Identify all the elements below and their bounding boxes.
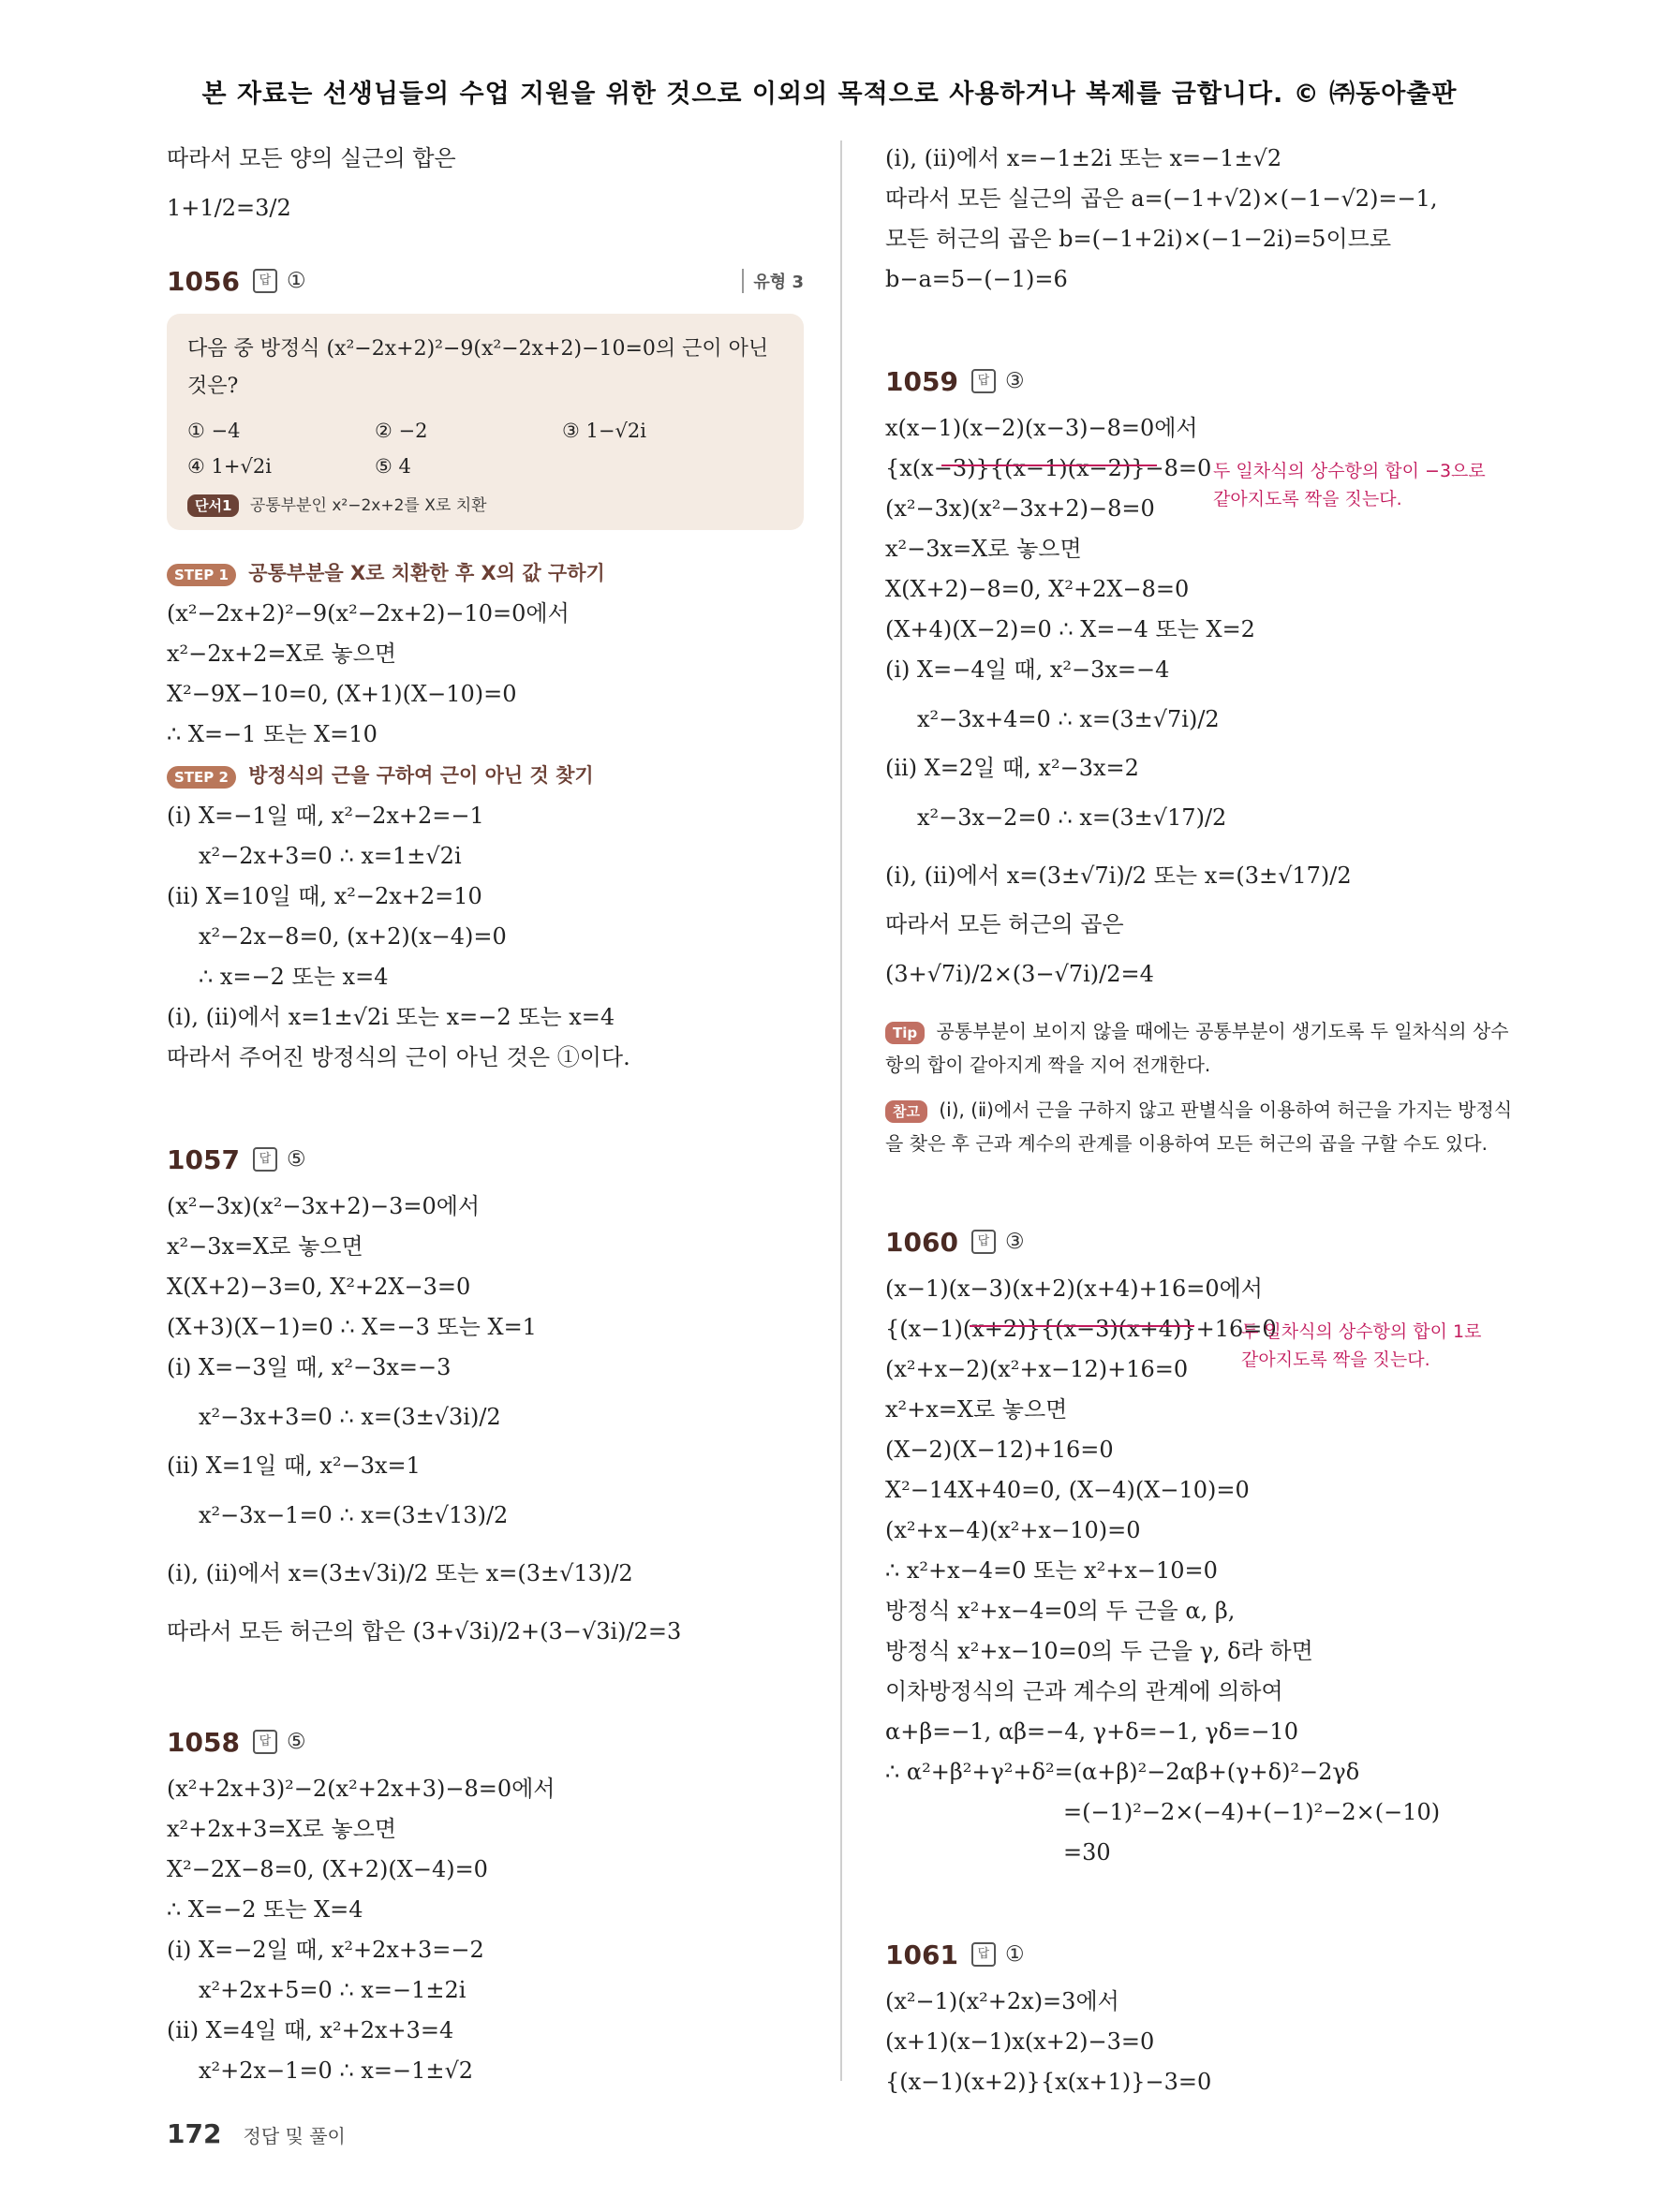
answer-icon: 답: [971, 1942, 996, 1967]
text-line: (ⅰ) X=−3일 때, x²−3x=−3: [167, 1354, 452, 1380]
tip-text: 공통부분이 보이지 않을 때에는 공통부분이 생기도록 두 일차식의 상수항의 합이 같아지게 짝을 지어 전개한다.: [885, 1020, 1509, 1076]
answer-value: ①: [286, 269, 306, 293]
text-line: 따라서 모든 허근의 합은 (3+√3i)/2+(3−√3i)/2=3: [167, 1618, 682, 1644]
text-line: (ⅱ) X=2일 때, x²−3x=2: [885, 755, 1139, 781]
text-line: (ⅱ) X=4일 때, x²+2x+3=4: [167, 2017, 454, 2043]
text-line: x²−3x=X로 놓으면: [885, 536, 1082, 562]
text-line: (ⅰ), (ⅱ)에서 x=(3±√3i)/2 또는 x=(3±√13)/2: [167, 1560, 633, 1586]
text-line: x²+x=X로 놓으면: [885, 1396, 1068, 1423]
text-line: =(−1)²−2×(−4)+(−1)²−2×(−10): [1063, 1799, 1441, 1825]
text-line: (x²−1)(x²+2x)=3에서: [885, 1988, 1119, 2014]
annotation-line: 두 일차식의 상수항의 합이 1로: [1241, 1321, 1482, 1342]
step-1: [167, 553, 804, 594]
text-line: ∴ X=−2 또는 X=4: [167, 1896, 363, 1923]
text-line: x²−3x−2=0 ∴ x=(3±√17)/2: [917, 804, 1227, 831]
reference-note: [885, 1093, 1522, 1160]
step-chip: STEP 1: [167, 564, 236, 586]
answer-options: [187, 413, 783, 484]
text-line: 방정식 x²+x−4=0의 두 근을 α, β,: [885, 1598, 1236, 1624]
answer-icon: 답: [971, 1230, 996, 1254]
text-line: x²−2x+3=0 ∴ x=1±√2i: [199, 843, 462, 869]
text-line: ∴ X=−1 또는 X=10: [167, 721, 378, 747]
text-line: ∴ x²+x−4=0 또는 x²+x−10=0: [885, 1557, 1218, 1584]
text-line: (ⅱ) X=1일 때, x²−3x=1: [167, 1453, 421, 1479]
reference-chip: 참고: [885, 1100, 927, 1123]
answer-value: ③: [1004, 1230, 1025, 1254]
reference-text: (ⅰ), (ⅱ)에서 근을 구하지 않고 판별식을 이용하여 허근을 가지는 방정식을 찾은 후 근과 계수의 관계를 이용하여 모든 허근의 곱을 구할 수도 있다.: [885, 1099, 1513, 1155]
text-line: 따라서 주어진 방정식의 근이 아닌 것은 ①이다.: [167, 1044, 630, 1070]
text-line: (x²−2x+2)²−9(x²−2x+2)−10=0에서: [167, 600, 570, 627]
right-column: [885, 139, 1522, 2102]
problem-number: 1060: [885, 1226, 958, 1258]
answer-value: ⑤: [286, 1147, 306, 1172]
text-line: (X+3)(X−1)=0 ∴ X=−3 또는 X=1: [167, 1314, 537, 1340]
annotation: [1241, 1318, 1482, 1374]
problem-number: 1058: [167, 1726, 240, 1758]
text-line: x²−2x+2=X로 놓으면: [167, 641, 397, 667]
solution-1059: [885, 408, 1522, 1003]
tip-note: [885, 1014, 1522, 1082]
annotation-line: 같아지도록 짝을 짓는다.: [1213, 489, 1402, 509]
answer-value: ⑤: [286, 1730, 306, 1754]
text-line: (x²−3x)(x²−3x+2)−8=0: [885, 495, 1155, 522]
annotation: [1213, 457, 1486, 513]
text-line: 모든 허근의 곱은 b=(−1+2i)×(−1−2i)=5이므로: [885, 226, 1392, 252]
text-line: (x²+x−4)(x²+x−10)=0: [885, 1517, 1141, 1543]
text-line: (x²−3x)(x²−3x+2)−3=0에서: [167, 1193, 481, 1219]
text-line: x²−3x=X로 놓으면: [167, 1233, 363, 1260]
option: ⑤ 4: [375, 455, 411, 478]
copyright-notice: 본 자료는 선생님들의 수업 지원을 위한 것으로 이외의 목적으로 사용하거나 복제를 금합니다. © ㈜동아출판: [201, 80, 1458, 109]
problem-number: 1057: [167, 1143, 240, 1175]
problem-number: 1061: [885, 1939, 958, 1970]
text-line: (ⅰ), (ⅱ)에서 x=1±√2i 또는 x=−2 또는 x=4: [167, 1004, 615, 1030]
answer-value: ①: [1004, 1942, 1025, 1967]
option: ③ 1−√2i: [562, 420, 646, 442]
step-title: 방정식의 근을 구하여 근이 아닌 것 찾기: [248, 764, 594, 787]
text-line: (X−2)(X−12)+16=0: [885, 1437, 1114, 1463]
tip-chip: Tip: [885, 1022, 925, 1044]
solution-1060: [885, 1269, 1522, 1873]
text-line: 따라서 모든 실근의 곱은 a=(−1+√2)×(−1−√2)=−1,: [885, 185, 1438, 212]
left-column: [167, 139, 804, 2091]
text-line: 따라서 모든 양의 실근의 합은: [167, 145, 456, 171]
text-line: X²−9X−10=0, (X+1)(X−10)=0: [167, 681, 517, 707]
text-line: 방정식 x²+x−10=0의 두 근을 γ, δ라 하면: [885, 1638, 1313, 1664]
answer-icon: 답: [253, 1730, 277, 1754]
annotation-underline: [970, 1325, 1194, 1327]
answer-icon: 답: [971, 369, 996, 393]
hint-text: 공통부분인 x²−2x+2를 X로 치환: [249, 496, 487, 515]
problem-header-1056: [167, 254, 804, 308]
text-line: (ⅰ) X=−2일 때, x²+2x+3=−2: [167, 1937, 484, 1963]
text-line: =30: [1063, 1839, 1111, 1865]
page-footer: [167, 2118, 346, 2149]
text-line: (ⅰ) X=−1일 때, x²−2x+2=−1: [167, 803, 484, 829]
text-line: x²−3x−1=0 ∴ x=(3±√13)/2: [199, 1502, 509, 1528]
problem-type: 유형 3: [742, 269, 804, 293]
problem-header-1061: [885, 1927, 1522, 1982]
text-line: α+β=−1, αβ=−4, γ+δ=−1, γδ=−10: [885, 1718, 1298, 1745]
option: ① −4: [187, 420, 241, 442]
text-line: b−a=5−(−1)=6: [885, 266, 1068, 292]
text-line: 따라서 모든 허근의 곱은: [885, 911, 1124, 937]
text-line: x²−2x−8=0, (x+2)(x−4)=0: [199, 923, 507, 950]
text-line: X(X+2)−3=0, X²+2X−3=0: [167, 1274, 471, 1300]
text-line: (ⅱ) X=10일 때, x²−2x+2=10: [167, 883, 482, 909]
answer-value: ③: [1004, 369, 1025, 393]
text-line: x²+2x−1=0 ∴ x=−1±√2: [199, 2057, 474, 2084]
text-line: (ⅰ), (ⅱ)에서 x=(3±√7i)/2 또는 x=(3±√17)/2: [885, 863, 1352, 889]
question-box: [167, 314, 804, 530]
text-line: (ⅰ), (ⅱ)에서 x=−1±2i 또는 x=−1±√2: [885, 145, 1282, 171]
problem-number: 1059: [885, 365, 958, 397]
text-line: (x²+2x+3)²−2(x²+2x+3)−8=0에서: [167, 1776, 555, 1802]
text-line: 이차방정식의 근과 계수의 관계에 의하여: [885, 1678, 1283, 1704]
question-text: 다음 중 방정식 (x²−2x+2)²−9(x²−2x+2)−10=0의 근이 아닌 것은?: [187, 337, 769, 398]
text-line: {x(x−3)}{(x−1)(x−2)}−8=0: [885, 455, 1212, 481]
text-line: x(x−1)(x−2)(x−3)−8=0에서: [885, 415, 1198, 441]
problem-header-1060: [885, 1215, 1522, 1269]
answer-icon: 답: [253, 269, 277, 293]
text-line: (3+√7i)/2×(3−√7i)/2=4: [885, 961, 1154, 987]
annotation-underline: [941, 465, 1157, 466]
text-line: ∴ x=−2 또는 x=4: [199, 964, 389, 990]
step-2: [167, 755, 804, 796]
text-line: ∴ α²+β²+γ²+δ²=(α+β)²−2αβ+(γ+δ)²−2γδ: [885, 1759, 1360, 1785]
text-line: x²+2x+3=X로 놓으면: [167, 1816, 397, 1842]
text-line: x²−3x+3=0 ∴ x=(3±√3i)/2: [199, 1404, 501, 1430]
text-line: (ⅰ) X=−4일 때, x²−3x=−4: [885, 656, 1170, 683]
text-line: (x²+x−2)(x²+x−12)+16=0: [885, 1356, 1189, 1382]
text-line: (x−1)(x−3)(x+2)(x+4)+16=0에서: [885, 1276, 1263, 1302]
answer-icon: 답: [253, 1147, 277, 1172]
step-title: 공통부분을 X로 치환한 후 X의 값 구하기: [248, 562, 605, 584]
text-line: {(x−1)(x+2)}{x(x+1)}−3=0: [885, 2069, 1212, 2095]
text-line: 1+1/2=3/2: [167, 195, 291, 221]
text-line: X²−2X−8=0, (X+2)(X−4)=0: [167, 1856, 488, 1882]
text-line: x²−3x+4=0 ∴ x=(3±√7i)/2: [917, 706, 1220, 732]
annotation-line: 두 일차식의 상수항의 합이 −3으로: [1213, 461, 1486, 481]
page-number: 172: [167, 2118, 222, 2149]
column-divider: [840, 140, 842, 2081]
step-chip: STEP 2: [167, 766, 236, 789]
footer-label: 정답 및 풀이: [243, 2125, 346, 2147]
text-line: (x+1)(x−1)x(x+2)−3=0: [885, 2028, 1155, 2055]
hint-chip: 단서1: [187, 494, 239, 517]
option: ② −2: [375, 420, 428, 442]
problem-header-1059: [885, 354, 1522, 408]
annotation-line: 같아지도록 짝을 짓는다.: [1241, 1349, 1430, 1370]
option: ④ 1+√2i: [187, 455, 272, 478]
problem-number: 1056: [167, 265, 240, 297]
problem-header-1058: [167, 1715, 804, 1769]
text-line: x²+2x+5=0 ∴ x=−1±2i: [199, 1977, 467, 2003]
text-line: {(x−1)(x+2)}{(x−3)(x+4)}+16=0: [885, 1316, 1277, 1342]
text-line: X²−14X+40=0, (X−4)(X−10)=0: [885, 1477, 1250, 1503]
problem-header-1057: [167, 1132, 804, 1187]
hint: [187, 492, 783, 517]
text-line: (X+4)(X−2)=0 ∴ X=−4 또는 X=2: [885, 616, 1255, 642]
text-line: X(X+2)−8=0, X²+2X−8=0: [885, 576, 1190, 602]
